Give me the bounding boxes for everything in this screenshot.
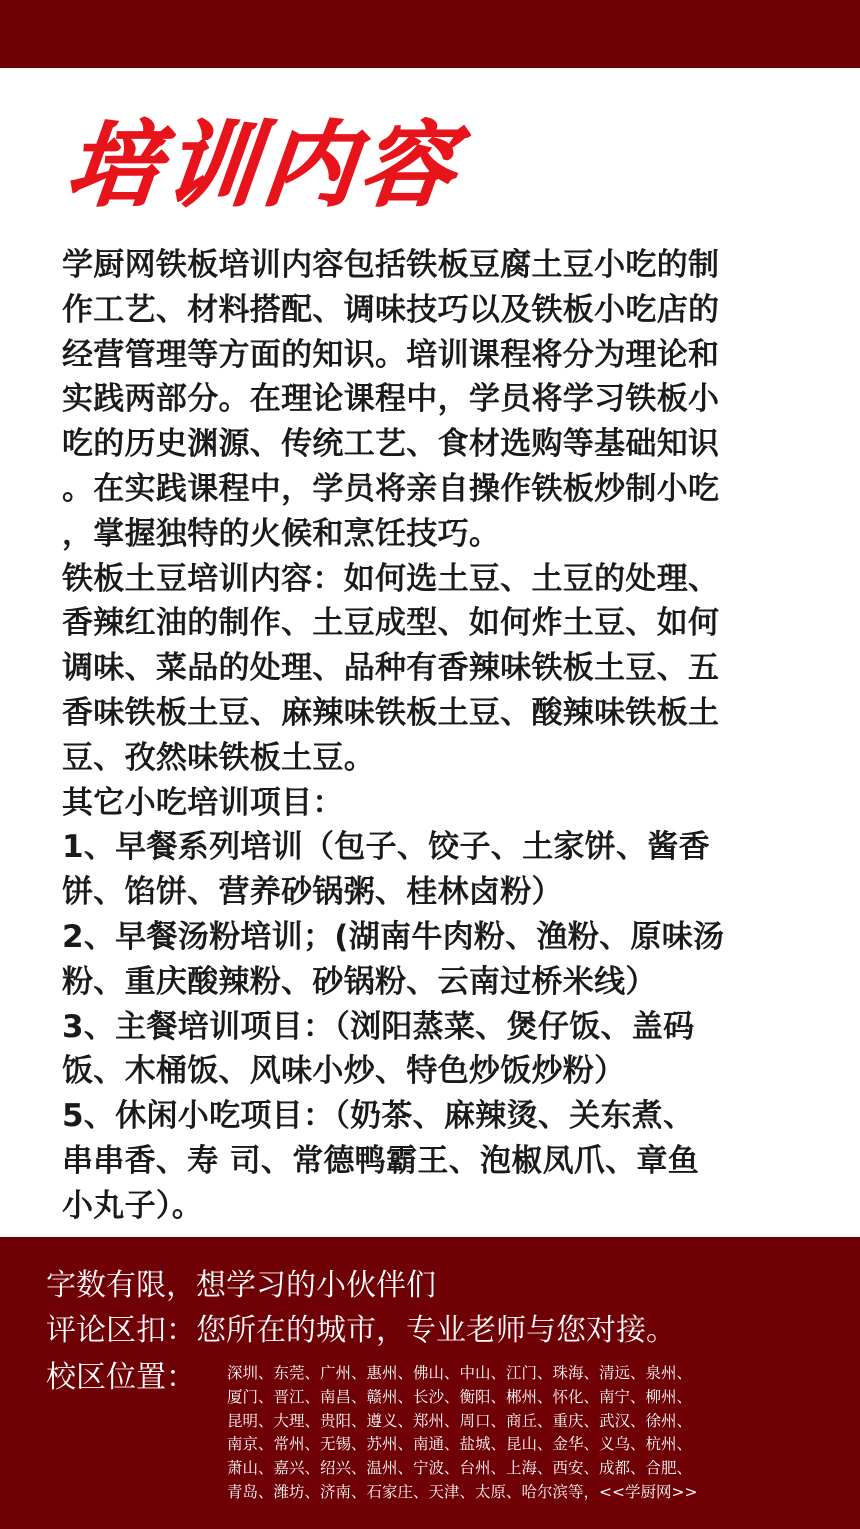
city-line: 厦门、晋江、南昌、赣州、长沙、衡阳、郴州、怀化、南宁、柳州、 [227, 1387, 693, 1406]
city-line: 昆明、大理、贵阳、遵义、郑州、周口、商丘、重庆、武汉、徐州、 [227, 1411, 693, 1430]
body-line: 小丸子）。 [62, 1187, 203, 1224]
body-line: 。在实践课程中，学员将亲自操作铁板炒制小吃 [62, 470, 720, 507]
body-line: 实践两部分。在理论课程中，学员将学习铁板小 [62, 381, 720, 418]
body-line: 2、早餐汤粉培训；(湖南牛肉粉、渔粉、原味汤 [62, 918, 725, 955]
body-line: 香味铁板土豆、麻辣味铁板土豆、酸辣味铁板土 [62, 694, 720, 731]
body-line: 1、早餐系列培训（包子、饺子、土家饼、酱香 [62, 829, 710, 866]
body-line: 作工艺、材料搭配、调味技巧以及铁板小吃店的 [62, 291, 720, 328]
body-line: 调味、菜品的处理、品种有香辣味铁板土豆、五 [62, 650, 720, 687]
training-content-body [62, 243, 802, 1229]
body-line: ，掌握独特的火候和烹饪技巧。 [62, 515, 501, 552]
body-line: 饼、馅饼、营养砂锅粥、桂林卤粉） [62, 874, 563, 911]
page-title: 培训内容 [62, 112, 466, 219]
city-line: 青岛、潍坊、济南、石家庄、天津、太原、哈尔滨等，<<学厨网>> [227, 1482, 698, 1501]
body-line: 饭、木桶饭、风味小炒、特色炒饭炒粉） [62, 1053, 626, 1090]
campus-label: 校区位置： [46, 1360, 196, 1395]
body-line: 吃的历史渊源、传统工艺、食材选购等基础知识 [62, 426, 720, 463]
footer-comment-text: 评论区扣：您所在的城市，专业老师与您对接。 [46, 1313, 676, 1348]
city-line: 南京、常州、无锡、苏州、南通、盐城、昆山、金华、义乌、杭州、 [227, 1435, 693, 1454]
city-line: 萧山、嘉兴、绍兴、温州、宁波、台州、上海、西安、成都、合肥、 [227, 1459, 693, 1478]
campus-city-list [227, 1362, 827, 1505]
body-line: 铁板土豆培训内容：如何选土豆、土豆的处理、 [62, 560, 720, 597]
body-line: 粉、重庆酸辣粉、砂锅粉、云南过桥米线） [62, 963, 657, 1000]
city-line: 深圳、东莞、广州、惠州、佛山、中山、江门、珠海、清远、泉州、 [227, 1364, 693, 1382]
top-banner [0, 0, 860, 68]
body-line: 学厨网铁板培训内容包括铁板豆腐土豆小吃的制 [62, 247, 720, 283]
body-line: 香辣红油的制作、土豆成型、如何炸土豆、如何 [62, 605, 720, 642]
body-line: 5、休闲小吃项目：（奶茶、麻辣烫、关东煮、 [62, 1098, 695, 1135]
body-line: 豆、孜然味铁板土豆。 [62, 739, 375, 776]
body-line: 串串香、寿 司、常德鸭霸王、泡椒凤爪、章鱼 [62, 1142, 700, 1179]
footer-invite-text: 字数有限，想学习的小伙伴们 [46, 1268, 436, 1303]
body-line: 3、主餐培训项目：（浏阳蒸菜、煲仔饭、盖码 [62, 1008, 695, 1045]
body-line: 经营管理等方面的知识。培训课程将分为理论和 [62, 336, 720, 373]
body-line: 其它小吃培训项目： [62, 784, 344, 821]
